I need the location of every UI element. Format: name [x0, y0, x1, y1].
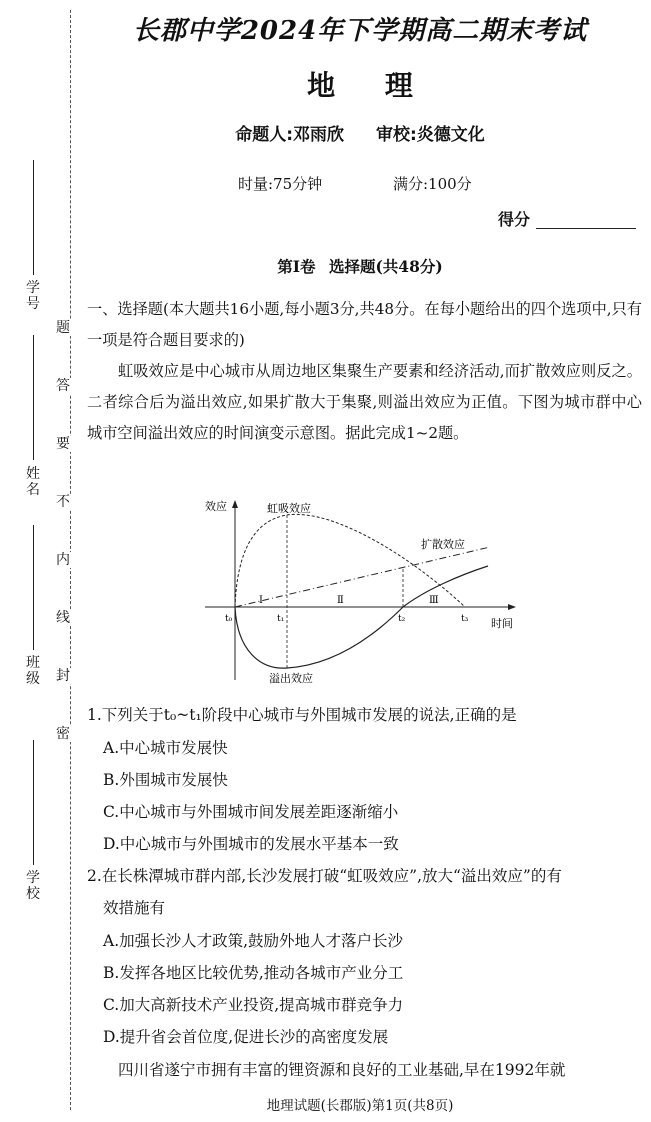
- section-heading: 第Ⅰ卷 选择题(共48分): [277, 257, 443, 276]
- seal-char: 要: [56, 436, 70, 452]
- seal-char: 封: [56, 668, 70, 684]
- authors-line: 命题人:邓雨欣 审校:炎德文化: [235, 125, 485, 145]
- spillover-effect-curve: [235, 566, 488, 668]
- subject-title: 地 理: [307, 69, 413, 102]
- question-1-stem: 1.下列关于t₀~t₁阶段中心城市与外围城市发展的说法,正确的是: [87, 706, 517, 724]
- question-1-option-a[interactable]: A.中心城市发展快: [103, 739, 228, 757]
- full-score: 满分:100分: [393, 175, 472, 193]
- diffusion-effect-label: 扩散效应: [421, 538, 465, 551]
- field-line-class: [33, 525, 34, 650]
- passage-1: 虹吸效应是中心城市从周边地区集聚生产要素和经济活动,而扩散效应则反之。二者综合后为溢出效应,如果扩散大于集聚,则溢出效应为正值。下图为城市群中心城市空间溢出效应的时间演变示意图。据此完成1~2题。: [87, 362, 642, 442]
- tick-t1: t₁: [277, 614, 285, 624]
- question-2-option-d[interactable]: D.提升省会首位度,促进长沙的高密度发展: [103, 1028, 389, 1046]
- question-2-option-a[interactable]: A.加强长沙人才政策,鼓励外地人才落户长沙: [103, 932, 404, 950]
- field-label-class: 班 级: [26, 655, 40, 687]
- question-2-option-c[interactable]: C.加大高新技术产业投资,提高城市群竞争力: [103, 996, 404, 1014]
- question-1-option-b[interactable]: B.外围城市发展快: [103, 771, 228, 789]
- passage-2: 四川省遂宁市拥有丰富的锂资源和良好的工业基础,早在1992年就: [118, 1061, 566, 1079]
- seal-char: 内: [56, 552, 70, 568]
- x-axis-arrow: [508, 604, 516, 610]
- field-line-name: [33, 335, 34, 460]
- question-2-option-b[interactable]: B.发挥各地区比较优势,推动各城市产业分工: [103, 964, 404, 982]
- y-axis-arrow: [232, 500, 238, 508]
- score-label: 得分: [498, 210, 531, 229]
- time-limit: 时量:75分钟: [238, 175, 323, 193]
- x-axis-label: 时间: [491, 617, 513, 630]
- spillover-effect-diagram: [195, 490, 525, 690]
- spillover-effect-label: 溢出效应: [269, 672, 313, 685]
- field-line-school: [33, 740, 34, 865]
- question-1-option-d[interactable]: D.中心城市与外围城市的发展水平基本一致: [103, 835, 399, 853]
- tick-t2: t₂: [398, 614, 406, 624]
- stage-label-3: Ⅲ: [429, 595, 439, 606]
- seal-char: 答: [56, 378, 70, 394]
- siphon-effect-label: 虹吸效应: [267, 502, 311, 515]
- y-axis-label: 效应: [205, 500, 227, 513]
- exam-title: 长郡中学2024年下学期高二期末考试: [132, 16, 588, 46]
- question-2-stem-cont: 效措施有: [103, 899, 166, 917]
- question-1-option-c[interactable]: C.中心城市与外围城市间发展差距逐渐缩小: [103, 803, 399, 821]
- seal-char: 题: [56, 320, 70, 336]
- seal-char: 密: [56, 726, 70, 742]
- tick-t3: t₃: [461, 614, 469, 624]
- seal-char: 线: [56, 610, 70, 626]
- field-label-name: 姓 名: [26, 466, 40, 498]
- stage-label-2: Ⅱ: [337, 595, 344, 606]
- field-line-xuehao: [33, 160, 34, 275]
- stage-label-1: Ⅰ: [259, 595, 263, 606]
- seal-char: 不: [56, 494, 70, 510]
- diffusion-effect-line: [235, 547, 490, 607]
- section-instruction: 一、选择题(本大题共16小题,每小题3分,共48分。在每小题给出的四个选项中,只有一项是符合题目要求的): [87, 300, 642, 349]
- question-2-stem: 2.在长株潭城市群内部,长沙发展打破“虹吸效应”,放大“溢出效应”的有: [87, 867, 562, 885]
- field-label-school: 学 校: [26, 870, 40, 902]
- field-label-xuehao: 学 号: [26, 280, 40, 312]
- tick-t0: t₀: [225, 614, 233, 624]
- page-footer: 地理试题(长郡版)第1页(共8页): [266, 1098, 454, 1114]
- score-blank[interactable]: [536, 228, 636, 229]
